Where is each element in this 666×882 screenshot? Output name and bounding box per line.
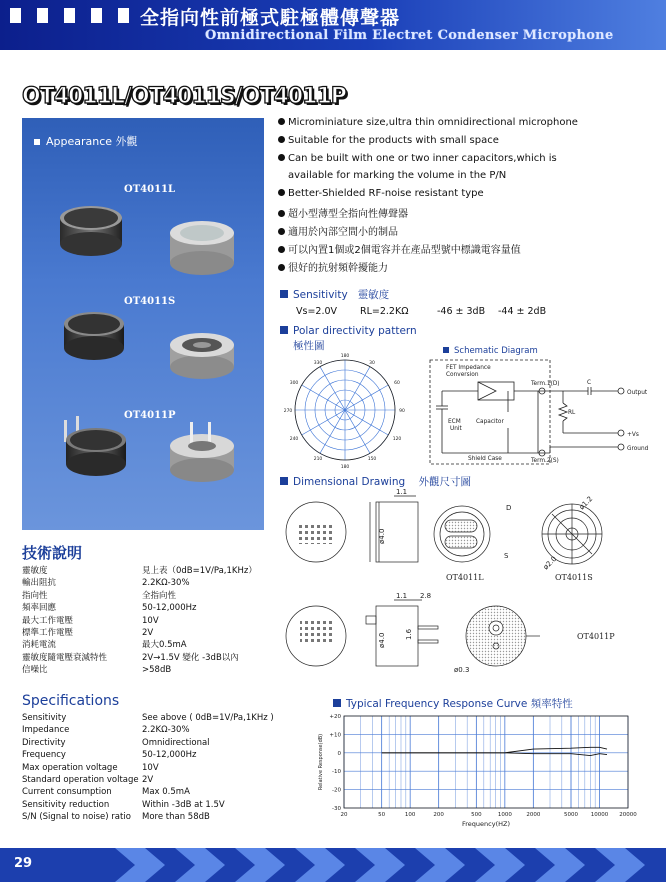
dim-s-l: S bbox=[504, 552, 509, 560]
spec-value: 50-12,000Hz bbox=[142, 750, 197, 761]
tech-cn-row bbox=[22, 627, 257, 639]
feature-en-text: Better-Shielded RF-noise resistant type bbox=[288, 188, 484, 199]
polar-angle-150: 150 bbox=[367, 457, 377, 462]
polar-pattern bbox=[280, 352, 410, 477]
tech-cn-value: >58dB bbox=[142, 665, 172, 676]
tech-cn-value: 2V→1.5V 變化 -3dB以內 bbox=[142, 652, 239, 663]
chart-frame bbox=[344, 716, 628, 808]
schematic-output: Output bbox=[627, 390, 648, 396]
x-tick-label: 50 bbox=[378, 812, 386, 818]
specifications-table bbox=[22, 712, 274, 824]
spec-key: Sensitivity bbox=[22, 713, 67, 723]
schematic-term1: Term.1(D) bbox=[531, 381, 560, 387]
x-tick-label: 1000 bbox=[497, 812, 512, 818]
tech-cn-row bbox=[22, 652, 257, 664]
sensitivity-value-2: -44 ± 2dB bbox=[498, 306, 547, 317]
dim-p-1-6: 1.6 bbox=[405, 628, 413, 640]
chart-title bbox=[333, 696, 573, 711]
tech-cn-table bbox=[22, 565, 257, 677]
dimensional-drawing bbox=[280, 488, 650, 683]
tech-cn-title: 技術說明 bbox=[22, 544, 83, 562]
x-tick-label: 100 bbox=[404, 812, 416, 818]
ot4011l-back-image bbox=[52, 196, 142, 266]
feature-cn-1 bbox=[278, 208, 408, 222]
y-tick-label: -10 bbox=[332, 769, 341, 776]
square-bullet-icon bbox=[34, 139, 40, 145]
chart-title-text: Typical Frequency Response Curve 頻率特性 bbox=[346, 698, 573, 710]
dimensional-title-cn: 外觀尺寸圖 bbox=[418, 476, 472, 488]
tech-cn-row bbox=[22, 565, 257, 577]
schematic-ground: Ground bbox=[627, 446, 649, 452]
bullet-icon bbox=[278, 118, 285, 125]
dim-p-2-8: 2.8 bbox=[420, 592, 432, 600]
tech-cn-row bbox=[22, 602, 257, 614]
sensitivity-vs: Vs=2.0V bbox=[296, 306, 338, 317]
dimensional-title-text: Dimensional Drawing bbox=[293, 476, 406, 488]
tech-cn-key: 信噪比 bbox=[22, 665, 48, 676]
feature-cn-3 bbox=[278, 244, 521, 258]
polar-title-text: Polar directivity pattern bbox=[293, 325, 417, 337]
feature-en-text: available for marking the volume in the P/N bbox=[288, 170, 507, 181]
tech-cn-value: 50-12,000Hz bbox=[142, 603, 197, 614]
bullet-icon bbox=[278, 136, 285, 143]
tech-cn-value: 10V bbox=[142, 615, 159, 626]
sensitivity-title-text: Sensitivity bbox=[293, 289, 348, 301]
spec-value: Within -3dB at 1.5V bbox=[142, 799, 225, 810]
series-line-2 bbox=[382, 753, 607, 756]
square-bullet-icon bbox=[333, 699, 341, 707]
spec-value: Omnidirectional bbox=[142, 737, 210, 748]
appearance-title bbox=[34, 133, 138, 149]
y-tick-label: +10 bbox=[329, 732, 341, 739]
spec-value: 2.2KΩ-30% bbox=[142, 725, 190, 736]
polar-title-cn: 極性圖 bbox=[293, 340, 325, 352]
polar-angle-30: 30 bbox=[369, 361, 375, 366]
frequency-response-chart bbox=[310, 712, 645, 834]
polar-angle-210: 210 bbox=[313, 457, 323, 462]
schematic-capacitor: Capacitor bbox=[476, 419, 504, 425]
appearance-title-text: Appearance 外觀 bbox=[46, 135, 138, 148]
page-header bbox=[0, 0, 666, 50]
y-tick-label: -30 bbox=[332, 806, 341, 812]
x-axis-label: Frequency(HZ) bbox=[462, 820, 510, 828]
spec-row bbox=[22, 724, 274, 736]
x-tick-label: 500 bbox=[471, 812, 482, 818]
polar-angle-240: 240 bbox=[289, 437, 299, 442]
dim-p-0-3: ø0.3 bbox=[454, 666, 470, 674]
spec-key: Impedance bbox=[22, 725, 70, 736]
tech-cn-row bbox=[22, 590, 257, 602]
feature-en-4 bbox=[278, 187, 484, 201]
bullet-icon bbox=[278, 154, 285, 161]
sensitivity-title bbox=[280, 287, 389, 302]
dim-4-0: ø4.0 bbox=[378, 528, 386, 544]
polar-angle-90: 90 bbox=[399, 409, 405, 414]
tech-cn-value: 2.2KΩ-30% bbox=[142, 578, 190, 589]
spec-key: Frequency bbox=[22, 750, 66, 761]
appearance-label-ot4011l: OT4011L bbox=[124, 184, 176, 195]
tech-cn-key: 標準工作電壓 bbox=[22, 628, 74, 639]
spec-key: Max operation voltage bbox=[22, 762, 118, 773]
square-bullet-icon bbox=[443, 347, 449, 353]
x-tick-label: 20 bbox=[340, 812, 348, 818]
schematic-vs: +Vs bbox=[627, 432, 639, 438]
dim-2-0: ø2.0 bbox=[541, 554, 559, 572]
spec-value: Max 0.5mA bbox=[142, 787, 190, 798]
appearance-panel bbox=[22, 118, 264, 530]
y-tick-label: +20 bbox=[329, 714, 341, 720]
spec-row bbox=[22, 786, 274, 798]
polar-angle-180: 180 bbox=[340, 465, 350, 470]
dim-p-1-1: 1.1 bbox=[396, 592, 408, 600]
dim-p-4-0: ø4.0 bbox=[378, 632, 386, 648]
spec-key: Current consumption bbox=[22, 787, 112, 798]
polar-angle-120: 120 bbox=[392, 437, 402, 442]
dimensional-title bbox=[280, 474, 471, 489]
tech-cn-value: 全指向性 bbox=[142, 590, 177, 601]
polar-angle-270: 270 bbox=[283, 409, 293, 414]
bullet-icon bbox=[278, 264, 285, 271]
bullet-icon bbox=[278, 246, 285, 253]
tech-cn-key: 靈敏度 bbox=[22, 566, 48, 576]
polar-angle-330: 330 bbox=[313, 361, 323, 366]
spec-value: 10V bbox=[142, 762, 159, 773]
feature-cn-text: 超小型薄型全指向性傳聲器 bbox=[288, 209, 408, 220]
ot4011p-back-image bbox=[52, 410, 152, 485]
y-tick-label: 0 bbox=[337, 750, 341, 757]
schematic-rl: RL bbox=[568, 410, 576, 416]
specifications-title: Specifications bbox=[22, 693, 120, 709]
feature-cn-text: 很好的抗射頻幹擾能力 bbox=[288, 263, 388, 274]
ot4011s-back-image bbox=[58, 304, 148, 374]
tech-cn-key: 消耗電流 bbox=[22, 640, 57, 651]
header-title-cn: 全指向性前極式駐極體傳聲器 bbox=[140, 7, 401, 29]
bullet-icon bbox=[278, 228, 285, 235]
header-squares bbox=[10, 8, 129, 23]
dim-label-ot4011s: OT4011S bbox=[555, 573, 593, 582]
feature-en-1 bbox=[278, 116, 578, 130]
y-axis-label: Relative Response(dB) bbox=[318, 733, 324, 791]
tech-cn-row bbox=[22, 615, 257, 627]
ot4011p-front-image bbox=[160, 418, 260, 493]
appearance-label-ot4011p: OT4011P bbox=[124, 410, 176, 421]
polar-angle-300: 300 bbox=[289, 381, 299, 386]
feature-cn-4 bbox=[278, 262, 388, 276]
spec-value: See above ( 0dB=1V/Pa,1KHz ) bbox=[142, 713, 274, 723]
tech-cn-value: 見上表（0dB=1V/Pa,1KHz） bbox=[142, 566, 257, 576]
feature-en-3 bbox=[278, 152, 557, 166]
series-line-1 bbox=[382, 747, 607, 753]
y-tick-label: -20 bbox=[332, 787, 341, 794]
tech-cn-key: 指向性 bbox=[22, 590, 48, 601]
feature-en-2 bbox=[278, 134, 499, 148]
square-bullet-icon bbox=[280, 290, 288, 298]
page-number: 29 bbox=[14, 856, 33, 871]
bullet-icon bbox=[278, 210, 285, 217]
spec-row bbox=[22, 712, 274, 724]
polar-title bbox=[280, 325, 417, 337]
tech-cn-key: 頻率回應 bbox=[22, 603, 57, 614]
tech-cn-value: 最大0.5mA bbox=[142, 640, 187, 651]
x-tick-label: 20000 bbox=[619, 812, 637, 818]
feature-en-text: Can be built with one or two inner capacitors,which is bbox=[288, 153, 557, 164]
schematic-diagram bbox=[428, 358, 653, 468]
spec-value: 2V bbox=[142, 775, 154, 786]
x-tick-label: 2000 bbox=[526, 812, 541, 818]
feature-cn-2 bbox=[278, 226, 398, 240]
schematic-ecm: ECM bbox=[448, 419, 461, 425]
feature-en-text: Microminiature size,ultra thin omnidirectional microphone bbox=[288, 117, 578, 128]
square-bullet-icon bbox=[280, 477, 288, 485]
ot4011s-front-image bbox=[162, 323, 252, 393]
dim-d-l: D bbox=[506, 504, 512, 512]
polar-angle-0: 180 bbox=[340, 354, 350, 359]
x-tick-label: 5000 bbox=[564, 812, 579, 818]
dim-1-1: 1.1 bbox=[396, 488, 408, 496]
header-title-en: Omnidirectional Film Electret Condenser Microphone bbox=[205, 28, 614, 43]
footer-chevrons bbox=[0, 848, 666, 882]
tech-cn-value: 2V bbox=[142, 628, 154, 639]
spec-row bbox=[22, 799, 274, 811]
polar-angle-60: 60 bbox=[394, 381, 400, 386]
spec-key: Sensitivity reduction bbox=[22, 799, 110, 810]
dim-label-ot4011l: OT4011L bbox=[446, 573, 484, 582]
schematic-conversion: Conversion bbox=[446, 372, 479, 378]
schematic-shield: Shield Case bbox=[468, 456, 502, 462]
ot4011l-front-image bbox=[162, 213, 252, 283]
square-bullet-icon bbox=[280, 326, 288, 334]
bullet-icon bbox=[278, 189, 285, 196]
spec-row bbox=[22, 737, 274, 749]
appearance-label-ot4011s: OT4011S bbox=[124, 296, 176, 307]
page-footer bbox=[0, 848, 666, 882]
feature-cn-text: 可以內置1個或2個電容并在產品型號中標識電容量值 bbox=[288, 245, 521, 256]
spec-row bbox=[22, 774, 274, 786]
spec-row bbox=[22, 749, 274, 761]
sensitivity-value-1: -46 ± 3dB bbox=[437, 306, 486, 317]
schematic-term2: Term.2(S) bbox=[531, 458, 559, 464]
tech-cn-key: 輸出阻抗 bbox=[22, 578, 57, 589]
x-tick-label: 200 bbox=[433, 812, 444, 818]
schematic-c: C bbox=[587, 380, 592, 386]
spec-key: Standard operation voltage bbox=[22, 775, 139, 786]
feature-cn-text: 適用於內部空間小的制品 bbox=[288, 227, 398, 238]
schematic-unit: Unit bbox=[450, 426, 462, 432]
spec-value: More than 58dB bbox=[142, 812, 210, 823]
tech-cn-row bbox=[22, 664, 257, 676]
schematic-title-text: Schematic Diagram bbox=[454, 346, 538, 356]
schematic-fet: FET Impedance bbox=[446, 365, 491, 371]
spec-row bbox=[22, 762, 274, 774]
dim-label-ot4011p: OT4011P bbox=[577, 632, 615, 641]
x-tick-label: 10000 bbox=[590, 812, 609, 818]
tech-cn-key: 最大工作電壓 bbox=[22, 615, 74, 626]
spec-row bbox=[22, 811, 274, 823]
tech-cn-row bbox=[22, 577, 257, 589]
spec-key: S/N (Signal to noise) ratio bbox=[22, 812, 131, 823]
dim-1-2: ø1.2 bbox=[577, 494, 595, 512]
schematic-title bbox=[443, 346, 538, 356]
sensitivity-rl: RL=2.2KΩ bbox=[360, 306, 409, 317]
model-title: OT4011L/OT4011S/OT4011P bbox=[22, 84, 346, 109]
feature-en-3b bbox=[288, 169, 506, 183]
spec-key: Directivity bbox=[22, 737, 66, 748]
tech-cn-key: 靈敏度隨電壓衰減特性 bbox=[22, 652, 108, 663]
sensitivity-title-cn: 靈敏度 bbox=[357, 289, 390, 301]
feature-en-text: Suitable for the products with small space bbox=[288, 135, 499, 146]
tech-cn-row bbox=[22, 639, 257, 651]
